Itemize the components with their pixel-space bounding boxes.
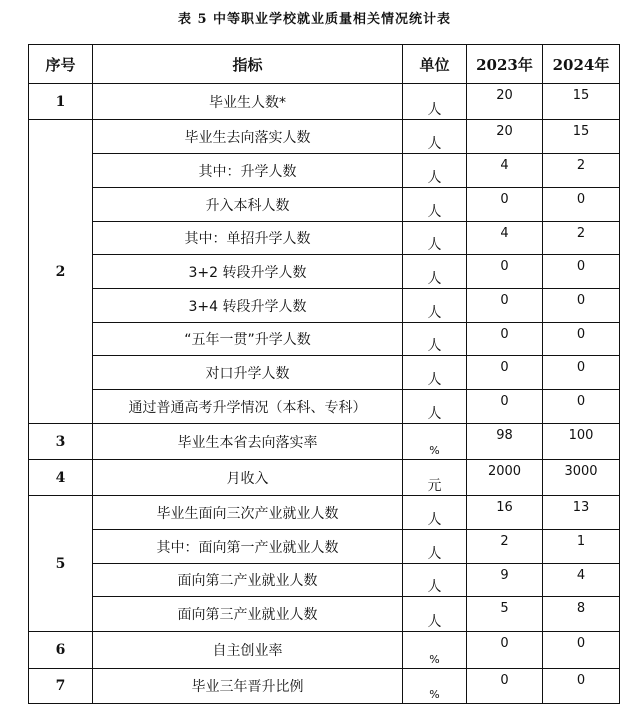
table-row <box>29 632 620 669</box>
table-row <box>29 222 620 255</box>
table-row <box>29 390 620 424</box>
row-indicator: 3+4 转段升学人数 <box>93 289 403 323</box>
row-indicator: 其中：面向第一产业就业人数 <box>93 530 403 564</box>
row-seq: 5 <box>29 496 93 632</box>
row-value-2023: 0 <box>467 390 543 424</box>
row-unit: 人 <box>403 564 467 597</box>
row-value-2024: 0 <box>543 356 620 390</box>
row-value-2024: 2 <box>543 154 620 188</box>
row-value-2024: 8 <box>543 597 620 632</box>
row-value-2024: 0 <box>543 669 620 704</box>
row-value-2023: 0 <box>467 289 543 323</box>
row-indicator: 自主创业率 <box>93 632 403 669</box>
table-row <box>29 564 620 597</box>
row-value-2024: 0 <box>543 632 620 669</box>
table-row <box>29 460 620 496</box>
row-unit: 人 <box>403 323 467 356</box>
table-row <box>29 356 620 390</box>
table-caption: 表 5 中等职业学校就业质量相关情况统计表 <box>177 12 452 27</box>
row-value-2023: 4 <box>467 154 543 188</box>
row-value-2023: 20 <box>467 84 543 120</box>
row-indicator: 面向第二产业就业人数 <box>93 564 403 597</box>
table-body <box>29 84 620 704</box>
row-indicator: 毕业生本省去向落实率 <box>93 424 403 460</box>
row-value-2023: 0 <box>467 323 543 356</box>
row-unit: 人 <box>403 530 467 564</box>
row-value-2023: 98 <box>467 424 543 460</box>
row-value-2023: 0 <box>467 255 543 289</box>
table-row <box>29 154 620 188</box>
row-value-2024: 100 <box>543 424 620 460</box>
row-value-2024: 0 <box>543 390 620 424</box>
row-indicator: 毕业生人数* <box>93 84 403 120</box>
row-value-2024: 0 <box>543 289 620 323</box>
table-row <box>29 120 620 154</box>
row-unit: % <box>403 669 467 704</box>
row-value-2024: 3000 <box>543 460 620 496</box>
row-unit: 元 <box>403 460 467 496</box>
row-indicator: 面向第三产业就业人数 <box>93 597 403 632</box>
row-unit: 人 <box>403 597 467 632</box>
row-unit: % <box>403 424 467 460</box>
header-seq: 序号 <box>29 45 93 84</box>
row-indicator: 毕业三年晋升比例 <box>93 669 403 704</box>
row-seq: 3 <box>29 424 93 460</box>
row-value-2023: 16 <box>467 496 543 530</box>
header-2023: 2023年 <box>467 45 543 84</box>
row-unit: 人 <box>403 496 467 530</box>
row-unit: 人 <box>403 356 467 390</box>
table-row <box>29 188 620 222</box>
row-unit: 人 <box>403 84 467 120</box>
row-value-2023: 2 <box>467 530 543 564</box>
row-indicator: 其中：升学人数 <box>93 154 403 188</box>
row-value-2024: 15 <box>543 120 620 154</box>
row-unit: 人 <box>403 188 467 222</box>
table-row <box>29 289 620 323</box>
row-seq: 7 <box>29 669 93 704</box>
row-indicator: 毕业生去向落实人数 <box>93 120 403 154</box>
row-indicator: “五年一贯”升学人数 <box>93 323 403 356</box>
row-value-2024: 0 <box>543 323 620 356</box>
row-unit: 人 <box>403 222 467 255</box>
row-value-2024: 2 <box>543 222 620 255</box>
row-seq: 1 <box>29 84 93 120</box>
row-value-2024: 4 <box>543 564 620 597</box>
row-indicator: 升入本科人数 <box>93 188 403 222</box>
table-row <box>29 530 620 564</box>
row-unit: 人 <box>403 289 467 323</box>
row-value-2024: 13 <box>543 496 620 530</box>
employment-quality-table <box>28 44 620 704</box>
header-row <box>29 45 620 84</box>
row-indicator: 月收入 <box>93 460 403 496</box>
row-value-2023: 9 <box>467 564 543 597</box>
row-unit: % <box>403 632 467 669</box>
row-seq: 4 <box>29 460 93 496</box>
table-row <box>29 255 620 289</box>
header-unit: 单位 <box>403 45 467 84</box>
row-value-2024: 1 <box>543 530 620 564</box>
table-row <box>29 496 620 530</box>
row-value-2023: 2000 <box>467 460 543 496</box>
row-value-2023: 0 <box>467 632 543 669</box>
row-seq: 6 <box>29 632 93 669</box>
table-row <box>29 323 620 356</box>
row-value-2023: 0 <box>467 356 543 390</box>
header-indicator: 指标 <box>93 45 403 84</box>
row-indicator: 3+2 转段升学人数 <box>93 255 403 289</box>
row-unit: 人 <box>403 390 467 424</box>
row-value-2023: 0 <box>467 188 543 222</box>
row-value-2024: 0 <box>543 188 620 222</box>
row-value-2024: 15 <box>543 84 620 120</box>
table-row <box>29 597 620 632</box>
row-unit: 人 <box>403 154 467 188</box>
row-indicator: 对口升学人数 <box>93 356 403 390</box>
row-value-2023: 20 <box>467 120 543 154</box>
header-2024: 2024年 <box>543 45 620 84</box>
row-indicator: 毕业生面向三次产业就业人数 <box>93 496 403 530</box>
table-row <box>29 424 620 460</box>
table-row <box>29 669 620 704</box>
row-unit: 人 <box>403 120 467 154</box>
row-value-2024: 0 <box>543 255 620 289</box>
row-unit: 人 <box>403 255 467 289</box>
row-value-2023: 0 <box>467 669 543 704</box>
table-row <box>29 84 620 120</box>
row-value-2023: 5 <box>467 597 543 632</box>
row-indicator: 通过普通高考升学情况（本科、专科） <box>93 390 403 424</box>
row-seq: 2 <box>29 120 93 424</box>
row-indicator: 其中：单招升学人数 <box>93 222 403 255</box>
row-value-2023: 4 <box>467 222 543 255</box>
